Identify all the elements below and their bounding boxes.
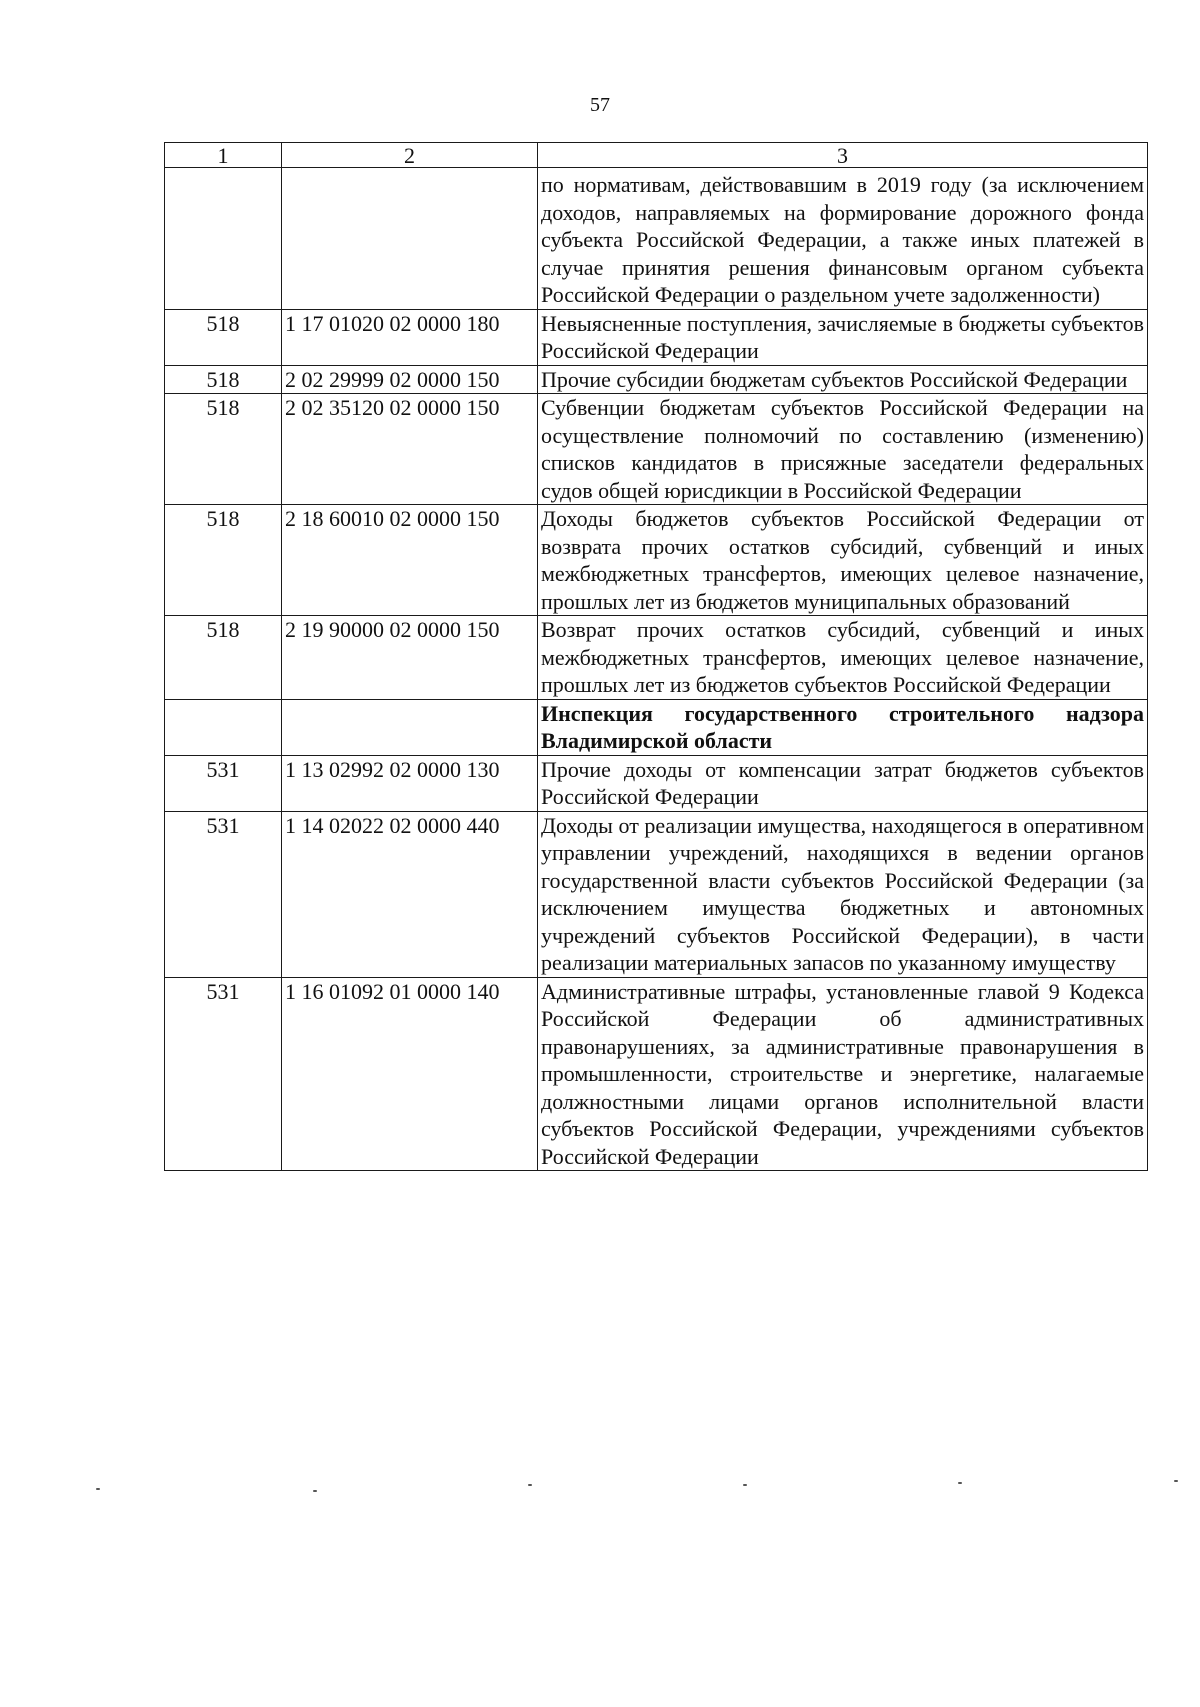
table-row	[165, 394, 1148, 505]
scan-speck	[96, 1488, 100, 1490]
admin-code-cell: 518	[165, 505, 282, 616]
table-row	[165, 505, 1148, 616]
description-cell: Возврат прочих остатков субсидий, субвенций и иных межбюджетных трансфертов, имеющих целевое назначение, прошлых лет из бюджетов субъектов Российской Федерации	[538, 616, 1148, 700]
description-cell: Административные штрафы, установленные главой 9 Кодекса Российской Федерации об административных правонарушениях, за административные правонарушения в промышленности, строительстве и энергетике, налагаемые должностными лицами органов исполнительной власти субъектов Российской Федерации, учреждениями субъектов Российской Федерации	[538, 977, 1148, 1171]
admin-code-cell: 531	[165, 811, 282, 977]
table-row	[165, 168, 1148, 310]
kbk-code-cell: 1 16 01092 01 0000 140	[282, 977, 538, 1171]
kbk-code-cell: 1 17 01020 02 0000 180	[282, 309, 538, 365]
description-cell: Прочие субсидии бюджетам субъектов Российской Федерации	[538, 365, 1148, 394]
kbk-code-cell: 2 02 35120 02 0000 150	[282, 394, 538, 505]
description-cell: Доходы бюджетов субъектов Российской Федерации от возврата прочих остатков субсидий, субвенций и иных межбюджетных трансфертов, имеющих целевое назначение, прошлых лет из бюджетов муниципальных образований	[538, 505, 1148, 616]
section-heading-row	[165, 699, 1148, 755]
scan-specks	[0, 1480, 1200, 1500]
admin-code-cell: 518	[165, 309, 282, 365]
header-col-3: 3	[538, 143, 1148, 168]
header-col-1: 1	[165, 143, 282, 168]
kbk-code-cell	[282, 699, 538, 755]
scan-speck	[1174, 1480, 1178, 1482]
kbk-code-cell: 1 13 02992 02 0000 130	[282, 755, 538, 811]
table-row	[165, 755, 1148, 811]
description-cell: Субвенции бюджетам субъектов Российской Федерации на осуществление полномочий по составлению (изменению) списков кандидатов в присяжные заседатели федеральных судов общей юрисдикции в Российской Федерации	[538, 394, 1148, 505]
header-col-2: 2	[282, 143, 538, 168]
admin-code-cell: 518	[165, 394, 282, 505]
scan-speck	[528, 1484, 532, 1486]
table-row	[165, 309, 1148, 365]
scan-speck	[313, 1490, 317, 1492]
scan-speck	[958, 1482, 962, 1484]
table-row	[165, 977, 1148, 1171]
table-row	[165, 811, 1148, 977]
page-number: 57	[590, 94, 610, 116]
description-cell: Прочие доходы от компенсации затрат бюджетов субъектов Российской Федерации	[538, 755, 1148, 811]
table-header-row	[165, 143, 1148, 168]
admin-code-cell: 531	[165, 977, 282, 1171]
admin-code-cell: 531	[165, 755, 282, 811]
revenue-codes-table	[164, 142, 1148, 1171]
table-row	[165, 616, 1148, 700]
kbk-code-cell: 1 14 02022 02 0000 440	[282, 811, 538, 977]
admin-code-cell	[165, 168, 282, 310]
kbk-code-cell: 2 19 90000 02 0000 150	[282, 616, 538, 700]
admin-code-cell: 518	[165, 616, 282, 700]
scan-speck	[743, 1484, 747, 1486]
kbk-code-cell: 2 02 29999 02 0000 150	[282, 365, 538, 394]
description-cell: Доходы от реализации имущества, находящегося в оперативном управлении учреждений, находящихся в ведении органов государственной власти субъектов Российской Федерации (за исключением имущества бюджетных и автономных учреждений субъектов Российской Федерации), в части реализации материальных запасов по указанному имуществу	[538, 811, 1148, 977]
section-heading: Инспекция государственного строительного надзора Владимирской области	[538, 699, 1148, 755]
admin-code-cell: 518	[165, 365, 282, 394]
table-row	[165, 365, 1148, 394]
description-cell: по нормативам, действовавшим в 2019 году (за исключением доходов, направляемых на формирование дорожного фонда субъекта Российской Федерации, а также иных платежей в случае принятия решения финансовым органом субъекта Российской Федерации о раздельном учете задолженности)	[538, 168, 1148, 310]
kbk-code-cell	[282, 168, 538, 310]
kbk-code-cell: 2 18 60010 02 0000 150	[282, 505, 538, 616]
description-cell: Невыясненные поступления, зачисляемые в бюджеты субъектов Российской Федерации	[538, 309, 1148, 365]
admin-code-cell	[165, 699, 282, 755]
